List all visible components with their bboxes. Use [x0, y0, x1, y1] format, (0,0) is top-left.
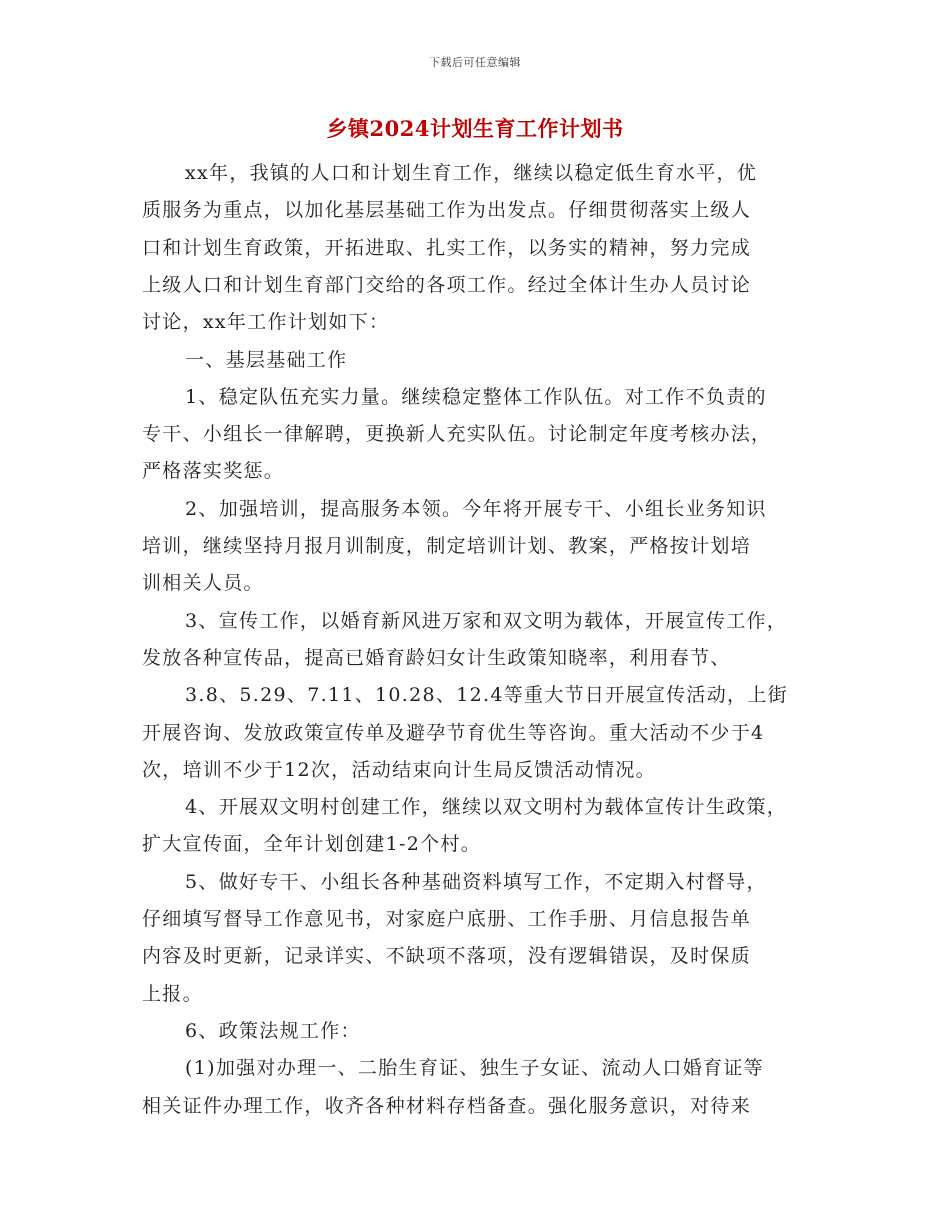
body-line: 3、宣传工作，以婚育新风进万家和双文明为载体，开展宣传工作， [185, 609, 788, 632]
body-line: 2、加强培训，提高服务本领。今年将开展专干、小组长业务知识 [185, 497, 767, 520]
body-line: 6、政策法规工作： [185, 1019, 361, 1042]
body-line: 4、开展双文明村创建工作，继续以双文明村为载体宣传计生政策， [185, 796, 788, 819]
body-line: 1、稳定队伍充实力量。继续稳定整体工作队伍。对工作不负责的 [185, 385, 767, 408]
body-line: 内容及时更新，记录详实、不缺项不落项，没有逻辑错误，及时保质 [142, 945, 752, 968]
document-title: 乡镇2024计划生育工作计划书 [326, 116, 624, 141]
body-line: 严格落实奖惩。 [142, 460, 285, 483]
body-line: 5、做好专干、小组长各种基础资料填写工作，不定期入村督导， [185, 870, 767, 893]
body-line: 发放各种宣传品，提高已婚育龄妇女计生政策知晓率，利用春节、 [142, 646, 731, 669]
body-line: 仔细填写督导工作意见书，对家庭户底册、工作手册、月信息报告单 [142, 908, 752, 930]
body-line: (1)加强对办理一、二胎生育证、独生子女证、流动人口婚育证等 [185, 1057, 764, 1080]
body-line: 上报。 [142, 982, 203, 1005]
body-line: 讨论，xx年工作计划如下： [142, 311, 390, 334]
body-line: 扩大宣传面，全年计划创建1-2个村。 [142, 833, 481, 856]
body-line: 口和计划生育政策，开拓进取、扎实工作，以务实的精神，努力完成 [142, 236, 752, 259]
body-line: 次，培训不少于12次，活动结束向计生局反馈活动情况。 [142, 758, 656, 781]
body-line: 质服务为重点，以加化基层基础工作为出发点。仔细贯彻落实上级人 [142, 199, 752, 222]
body-line: 专干、小组长一律解聘，更换新人充实队伍。讨论制定年度考核办法， [142, 423, 772, 446]
body-line: 开展咨询、发放政策宣传单及避孕节育优生等咨询。重大活动不少于4 [142, 721, 765, 744]
body-line: 一、基层基础工作 [185, 348, 348, 371]
body-line: 3.8、5.29、7.11、10.28、12.4等重大节日开展宣传活动，上街 [185, 684, 788, 707]
body-line: 培训，继续坚持月报月训制度，制定培训计划、教案，严格按计划培 [142, 535, 752, 557]
body-line: 训相关人员。 [142, 572, 264, 595]
body-line: xx年，我镇的人口和计划生育工作，继续以稳定低生育水平，优 [185, 162, 758, 184]
body-line: 上级人口和计划生育部门交给的各项工作。经过全体计生办人员讨论 [142, 273, 752, 296]
body-line: 相关证件办理工作，收齐各种材料存档备查。强化服务意识，对待来 [142, 1094, 752, 1117]
header-note: 下载后可任意编辑 [429, 56, 521, 69]
